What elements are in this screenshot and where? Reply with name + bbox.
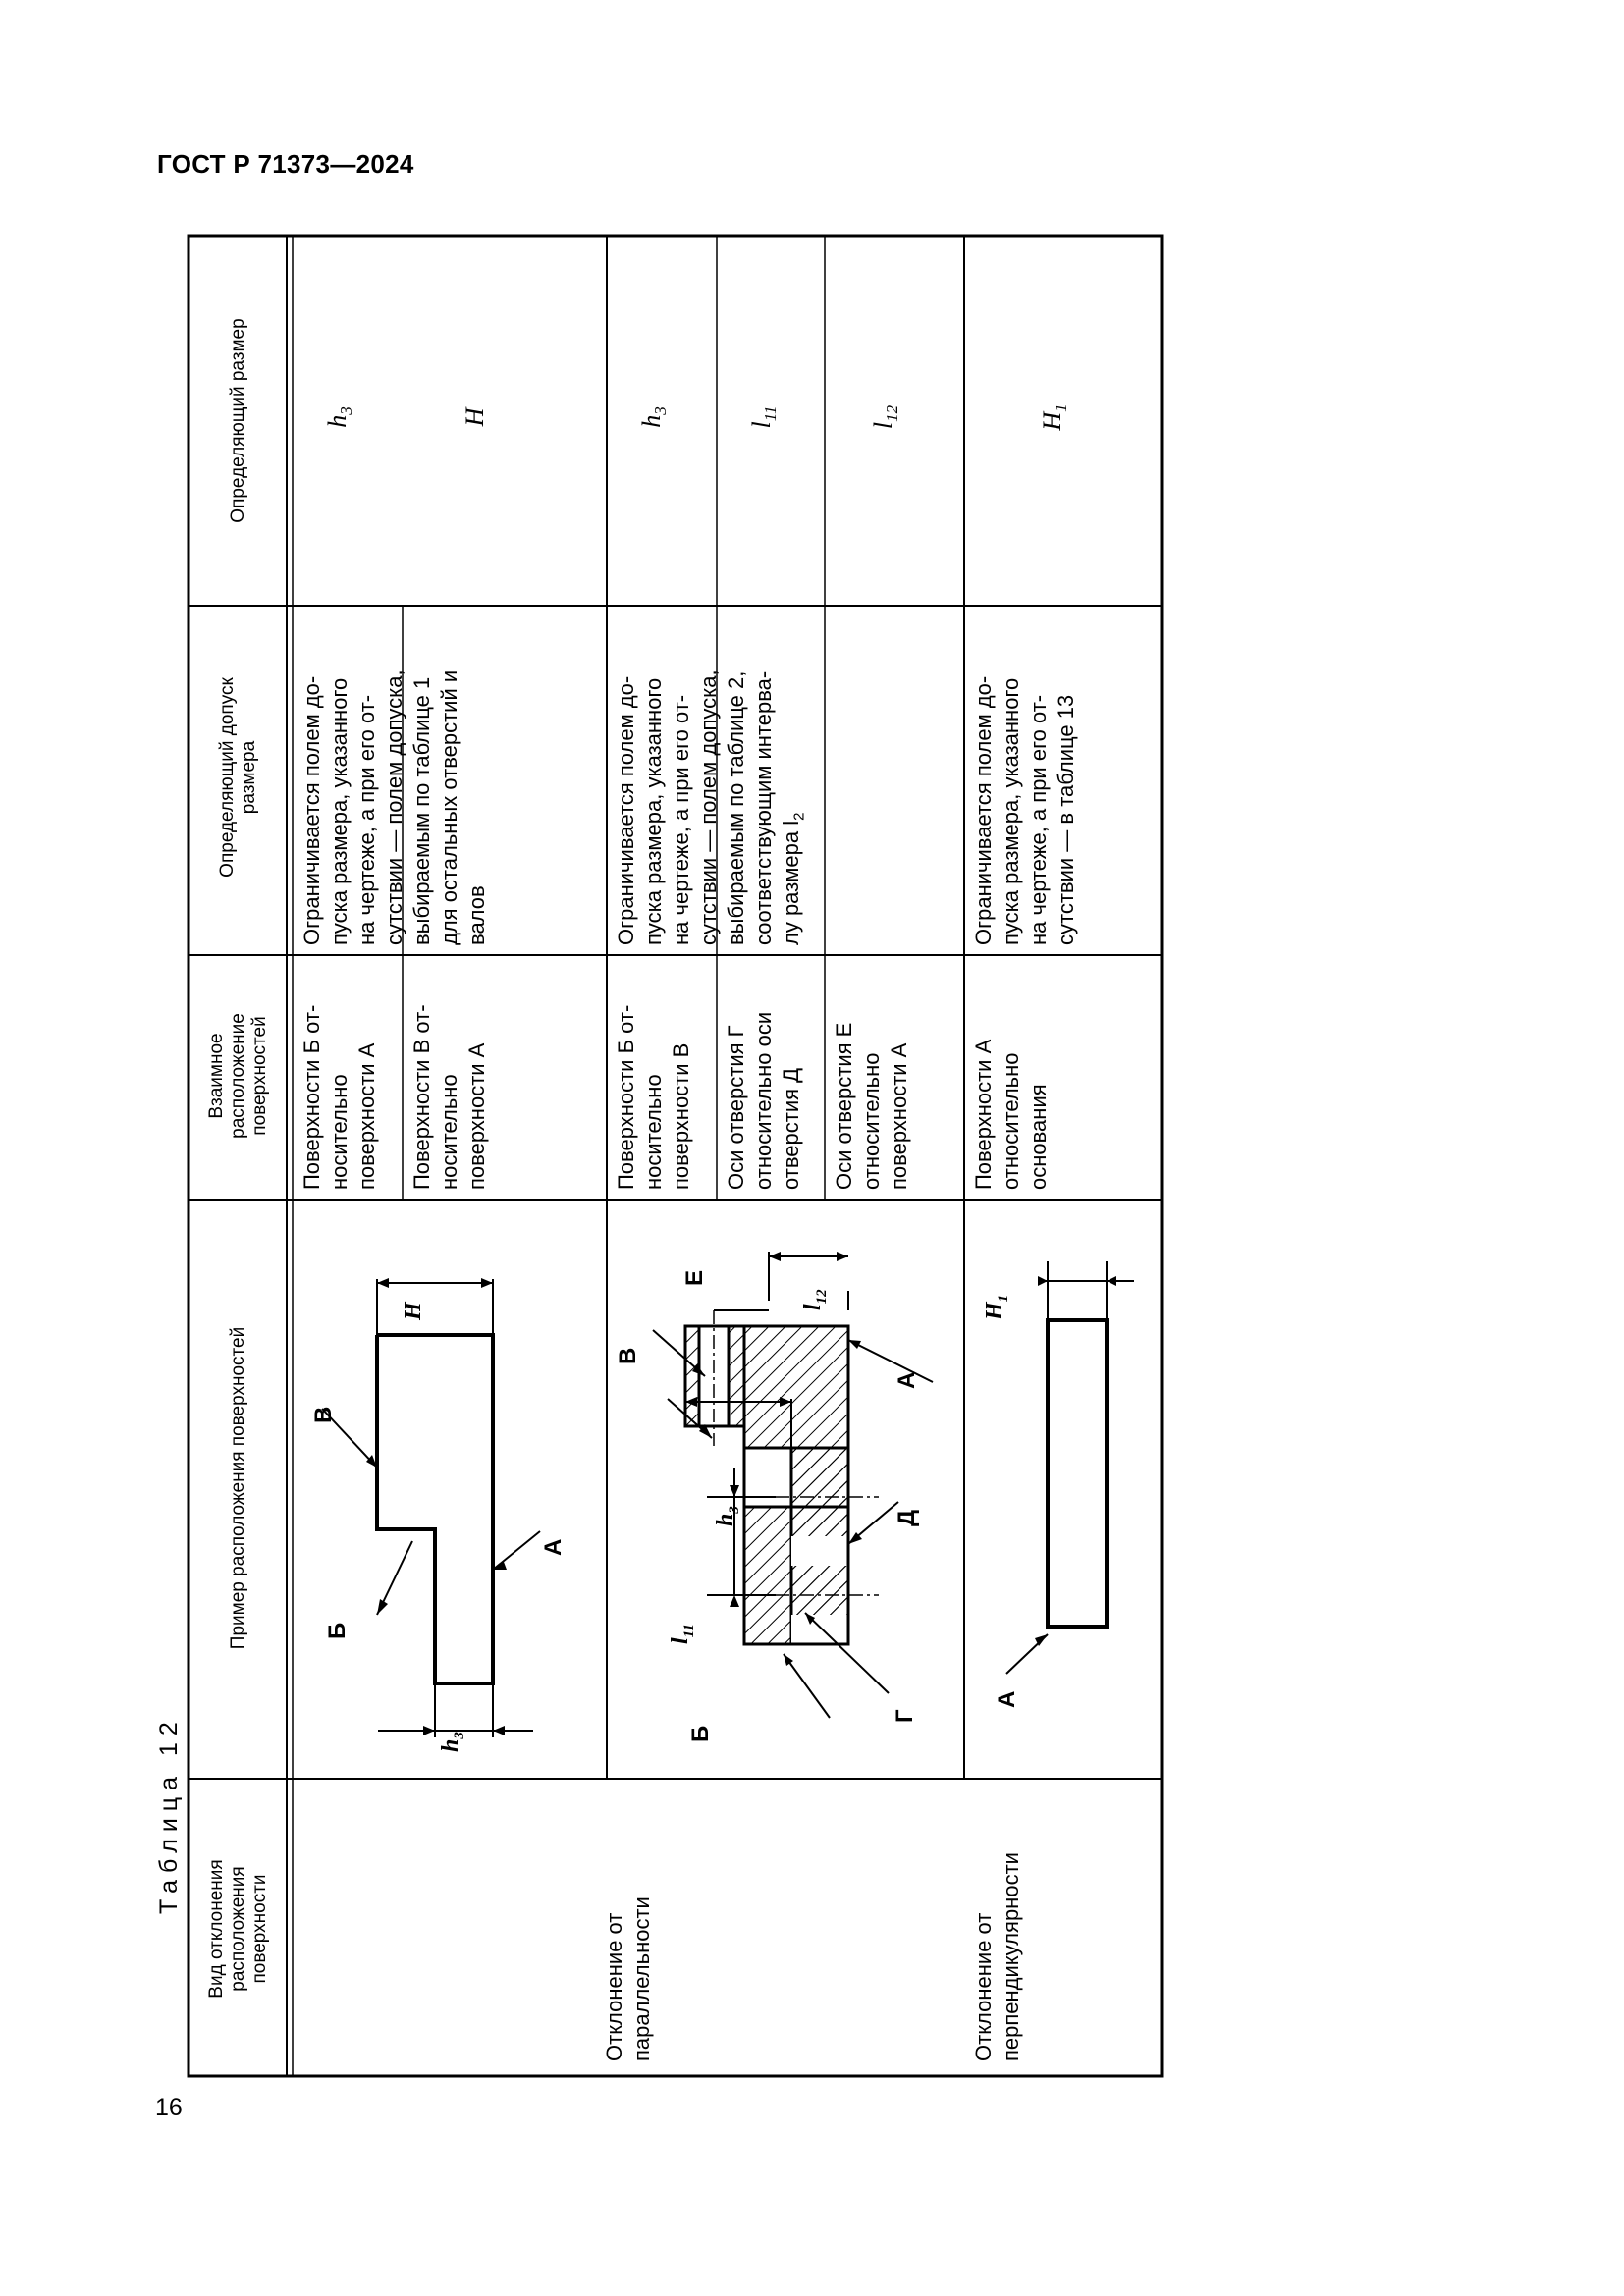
header-tolerance: Определяющий допуск размера: [217, 677, 259, 878]
arrangement-3: Поверхности Б от- носительно поверхности В: [614, 1004, 693, 1190]
fig2-label-b: Б: [687, 1725, 714, 1742]
fig1-label-a: А: [540, 1538, 567, 1556]
size-6: $H_1$: [1038, 403, 1071, 431]
tolerance-2: Ограничивается полем до- пуска размера, указанного на чертеже, а при его от- сутствии — полем допуска, выбираемым по таблице 2, соответствующим интерва- лу размера $l_2$: [614, 669, 808, 945]
fig3-dim-H1: $H_1$: [982, 1294, 1011, 1320]
fig3-label-a: А: [994, 1690, 1020, 1708]
fig2-dim-h3: $h_3$: [713, 1506, 742, 1526]
figure-parallelism-2: [609, 1202, 962, 1777]
fig2-dim-l11: $l_{11}$: [668, 1624, 697, 1644]
header-arrangement: Взаимное расположение поверхностей: [206, 1013, 270, 1139]
tolerance-3: Ограничивается полем до- пуска размера, указанного на чертеже, а при его от- сутствии — в таблице 13: [971, 675, 1078, 945]
header-example: Пример расположения поверхностей: [228, 1326, 248, 1650]
size-3: $h_3$: [637, 406, 671, 428]
size-5: $l_{12}$: [869, 404, 902, 430]
header-deviation-type: Вид отклонения расположения поверхности: [206, 1859, 270, 1999]
page-number: 16: [155, 2094, 183, 2121]
fig1-label-v: В: [310, 1406, 337, 1423]
fig1-dim-h3: $h_3$: [438, 1732, 467, 1752]
fig2-label-a: А: [893, 1371, 920, 1389]
fig2-dim-l12: $l_{12}$: [800, 1289, 830, 1310]
arrangement-4: Оси отверстия Г относительно оси отверстия Д: [724, 1011, 803, 1190]
fig2-label-g: Г: [892, 1709, 918, 1723]
arrangement-2: Поверхности В от- носительно поверхности А: [409, 1004, 489, 1190]
table-caption: Таблица 12: [155, 1715, 183, 1914]
fig1-label-b: Б: [324, 1622, 351, 1639]
arrangement-5: Оси отверстия Е относительно поверхности А: [832, 1022, 911, 1190]
arrangement-1: Поверхности Б от- носительно поверхности А: [299, 1004, 379, 1190]
fig1-dim-H: H: [401, 1302, 426, 1320]
size-2: H: [460, 407, 489, 427]
arrangement-6: Поверхности А относительно основания: [971, 1039, 1051, 1190]
tolerance-1: Ограничивается полем до- пуска размера, указанного на чертеже, а при его от- сутствии — полем допуска, выбираемым по таблице 1 для остальных отверстий и валов: [299, 669, 489, 945]
header-size: Определяющий размер: [228, 318, 248, 523]
fig2-label-v: В: [615, 1347, 641, 1364]
size-4: $l_{11}$: [747, 405, 781, 429]
deviation-parallelism: Отклонение от параллельности: [602, 1896, 654, 2061]
size-1: $h_3$: [323, 406, 356, 428]
deviation-perpendicularity: Отклонение от перпендикулярности: [971, 1852, 1023, 2061]
figure-parallelism-1: [295, 1202, 605, 1777]
fig2-label-e: Е: [681, 1269, 708, 1286]
standard-header: ГОСТ Р 71373—2024: [157, 149, 414, 179]
fig2-label-d: Д: [893, 1509, 920, 1526]
